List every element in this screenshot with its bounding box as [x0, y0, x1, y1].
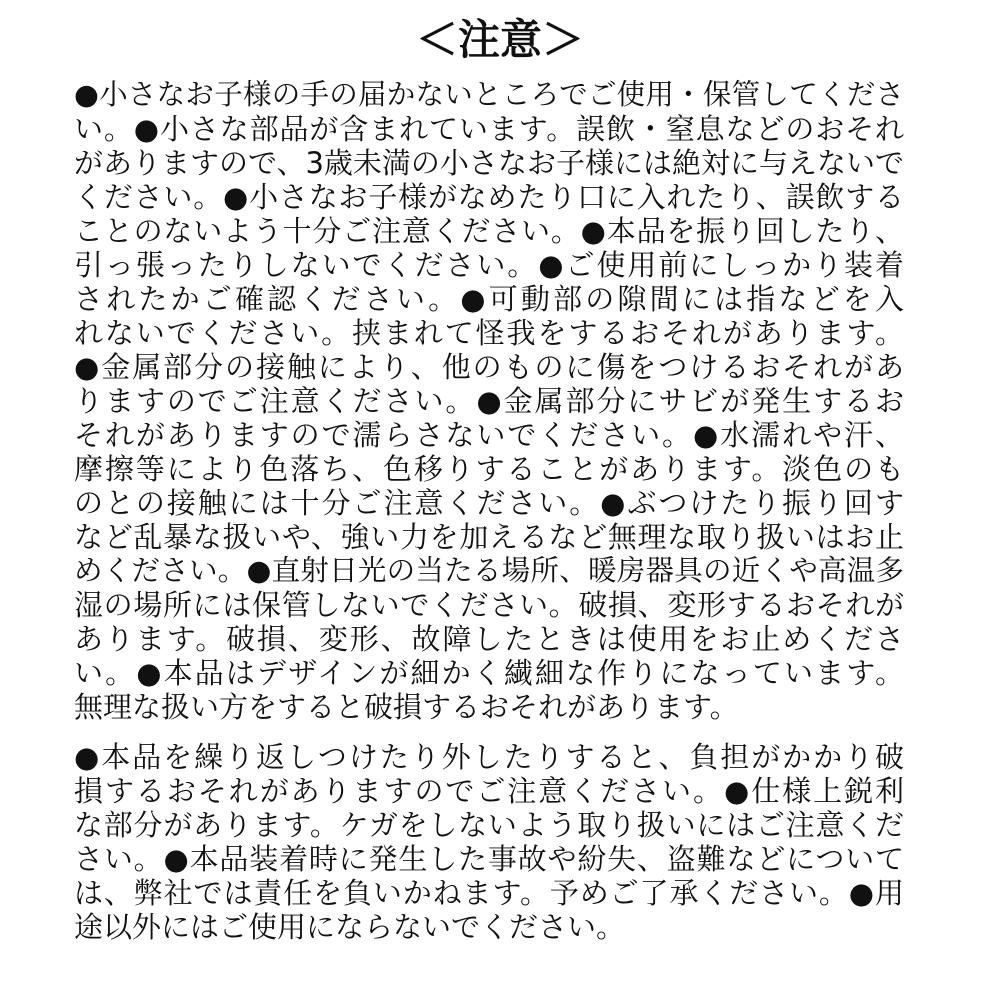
- caution-text-line: さい。●本品装着時に発生した事故や紛失、盗難などについて: [74, 842, 904, 876]
- caution-text-line: ください。●小さなお子様がなめたり口に入れたり、誤飲する: [74, 180, 904, 214]
- caution-text-line: れないでください。挟まれて怪我をするおそれがあります。: [74, 316, 904, 350]
- caution-paragraph-2: [74, 740, 904, 944]
- caution-text-line: ことのないよう十分ご注意ください。●本品を振り回したり、: [74, 214, 904, 248]
- caution-text-line: 損するおそれがありますのでご注意ください。●仕様上鋭利: [74, 774, 904, 808]
- caution-text-line: がありますので、3歳未満の小さなお子様には絶対に与えないで: [74, 146, 904, 180]
- caution-text-line: あります。破損、変形、故障したときは使用をお止めくださ: [74, 622, 904, 656]
- caution-text-line: な部分があります。ケガをしないよう取り扱いにはご注意くだ: [74, 808, 904, 842]
- caution-text-line: 引っ張ったりしないでください。●ご使用前にしっかり装着: [74, 248, 904, 282]
- caution-text-line: ●小さなお子様の手の届かないところでご使用・保管してくださ: [74, 78, 904, 111]
- caution-text-line: い。●本品はデザインが細かく繊細な作りになっています。: [74, 656, 904, 690]
- caution-text-line: は、弊社では責任を負いかねます。予めご了承ください。●用: [74, 876, 904, 910]
- caution-text-line: 摩擦等により色落ち、色移りすることがあります。淡色のも: [74, 452, 904, 486]
- caution-text-line: い。●小さな部品が含まれています。誤飲・窒息などのおそれ: [74, 112, 904, 146]
- caution-text-line: のとの接触には十分ご注意ください。●ぶつけたり振り回す: [74, 486, 904, 520]
- caution-text-line: ●本品を繰り返しつけたり外したりすると、負担がかかり破: [74, 740, 904, 774]
- caution-text-line: 無理な扱い方をすると破損するおそれがあります。: [74, 690, 739, 724]
- caution-text-line: されたかご確認ください。●可動部の隙間には指などを入: [74, 282, 904, 316]
- caution-text-line: りますのでご注意ください。●金属部分にサビが発生するお: [74, 384, 904, 418]
- caution-text-line: それがありますので濡らさないでください。●水濡れや汗、: [74, 418, 904, 452]
- caution-title: ＜注意＞: [415, 15, 584, 64]
- caution-text-line: めください。●直射日光の当たる場所、暖房器具の近くや高温多: [74, 554, 904, 587]
- caution-text-line: など乱暴な扱いや、強い力を加えるなど無理な取り扱いはお止: [74, 520, 904, 554]
- caution-text-line: ●金属部分の接触により、他のものに傷をつけるおそれがあ: [74, 350, 904, 384]
- caution-text-line: 湿の場所には保管しないでください。破損、変形するおそれが: [74, 588, 904, 622]
- caution-text-line: 途以外にはご使用にならないでください。: [74, 910, 626, 944]
- caution-paragraph-1: [74, 78, 904, 724]
